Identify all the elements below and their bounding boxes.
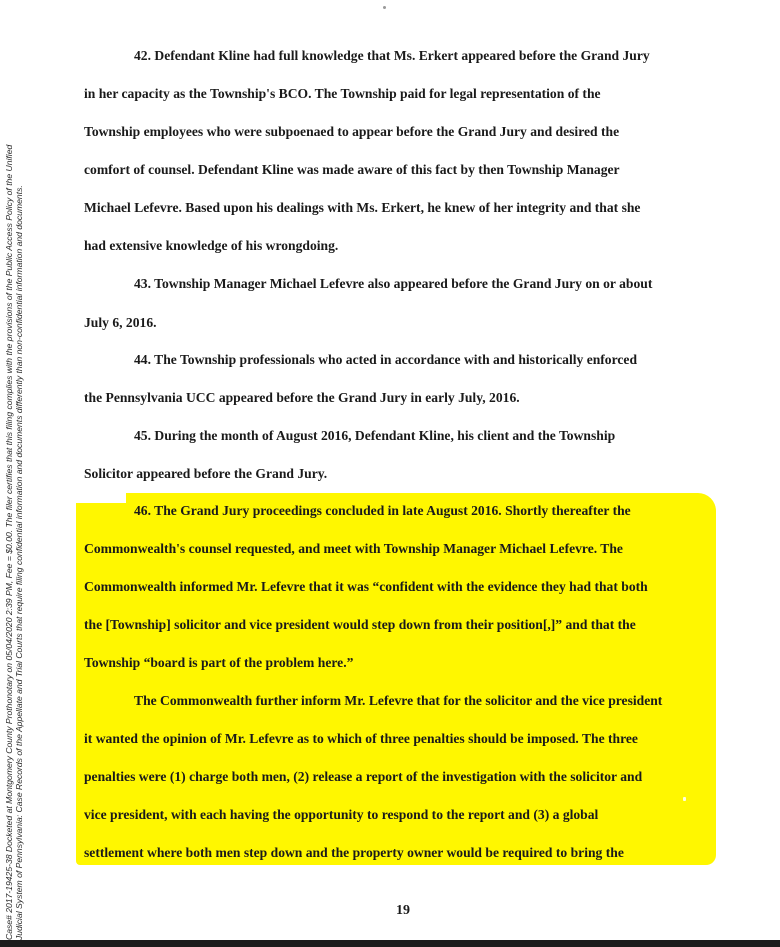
paragraph-42-line: 42. Defendant Kline had full knowledge that Ms. Erkert appeared before the Grand Jury: [134, 48, 650, 63]
paragraph-43-line: July 6, 2016.: [84, 315, 157, 330]
scan-speck: [683, 797, 686, 801]
paragraph-46-line: 46. The Grand Jury proceedings concluded in late August 2016. Shortly thereafter the: [134, 503, 631, 518]
paragraph-42-line: in her capacity as the Township's BCO. The Township paid for legal representation of the: [84, 86, 601, 101]
page-number: 19: [396, 903, 410, 918]
docket-stamp: [4, 10, 24, 940]
paragraph-continuation-line: vice president, with each having the opportunity to respond to the report and (3) a global: [84, 807, 599, 822]
paragraph-46-line: Township “board is part of the problem here.”: [84, 655, 354, 670]
paragraph-continuation-line: it wanted the opinion of Mr. Lefevre as to which of three penalties should be imposed. The three: [84, 731, 638, 746]
paragraph-continuation-line: settlement where both men step down and the property owner would be required to bring the: [84, 845, 624, 860]
highlight-edge: [76, 493, 126, 503]
docket-stamp-line: Case# 2017-19425-38 Docketed at Montgomery County Prothonotary on 05/04/2020 2:39 PM, Fee = $0.00. The filer certifies that this filing complies with the provisions of the Public Access Policy of the Unified: [4, 144, 14, 940]
paragraph-44-line: 44. The Township professionals who acted in accordance with and historically enforced: [134, 352, 638, 367]
paragraph-continuation-line: penalties were (1) charge both men, (2) release a report of the investigation with the solicitor and: [84, 769, 643, 784]
paragraph-46-line: the [Township] solicitor and vice president would step down from their position[,]” and that the: [84, 617, 636, 632]
docket-stamp-line: Judicial System of Pennsylvania: Case Records of the Appellate and Trial Courts that require filing confidential information and documents differently than non-confidential information and documents.: [14, 185, 24, 940]
paragraph-45-line: Solicitor appeared before the Grand Jury.: [84, 466, 328, 481]
paragraph-42-line: had extensive knowledge of his wrongdoing.: [84, 238, 339, 253]
paragraph-43-line: 43. Township Manager Michael Lefevre also appeared before the Grand Jury on or about: [134, 276, 653, 291]
paragraph-continuation-line: The Commonwealth further inform Mr. Lefevre that for the solicitor and the vice president: [134, 693, 663, 708]
scan-dot: [383, 6, 386, 9]
bottom-border: [0, 940, 780, 947]
paragraph-42-line: Michael Lefevre. Based upon his dealings with Ms. Erkert, he knew of her integrity and that she: [84, 200, 641, 215]
paragraph-44-line: the Pennsylvania UCC appeared before the Grand Jury in early July, 2016.: [84, 390, 520, 405]
paragraph-42-line: Township employees who were subpoenaed to appear before the Grand Jury and desired the: [84, 124, 620, 139]
paragraph-45-line: 45. During the month of August 2016, Defendant Kline, his client and the Township: [134, 428, 616, 443]
paragraph-42-line: comfort of counsel. Defendant Kline was made aware of this fact by then Township Manager: [84, 162, 620, 177]
paragraph-46-line: Commonwealth informed Mr. Lefevre that it was “confident with the evidence they had that both: [84, 579, 648, 594]
paragraph-46-line: Commonwealth's counsel requested, and meet with Township Manager Michael Lefevre. The: [84, 541, 623, 556]
